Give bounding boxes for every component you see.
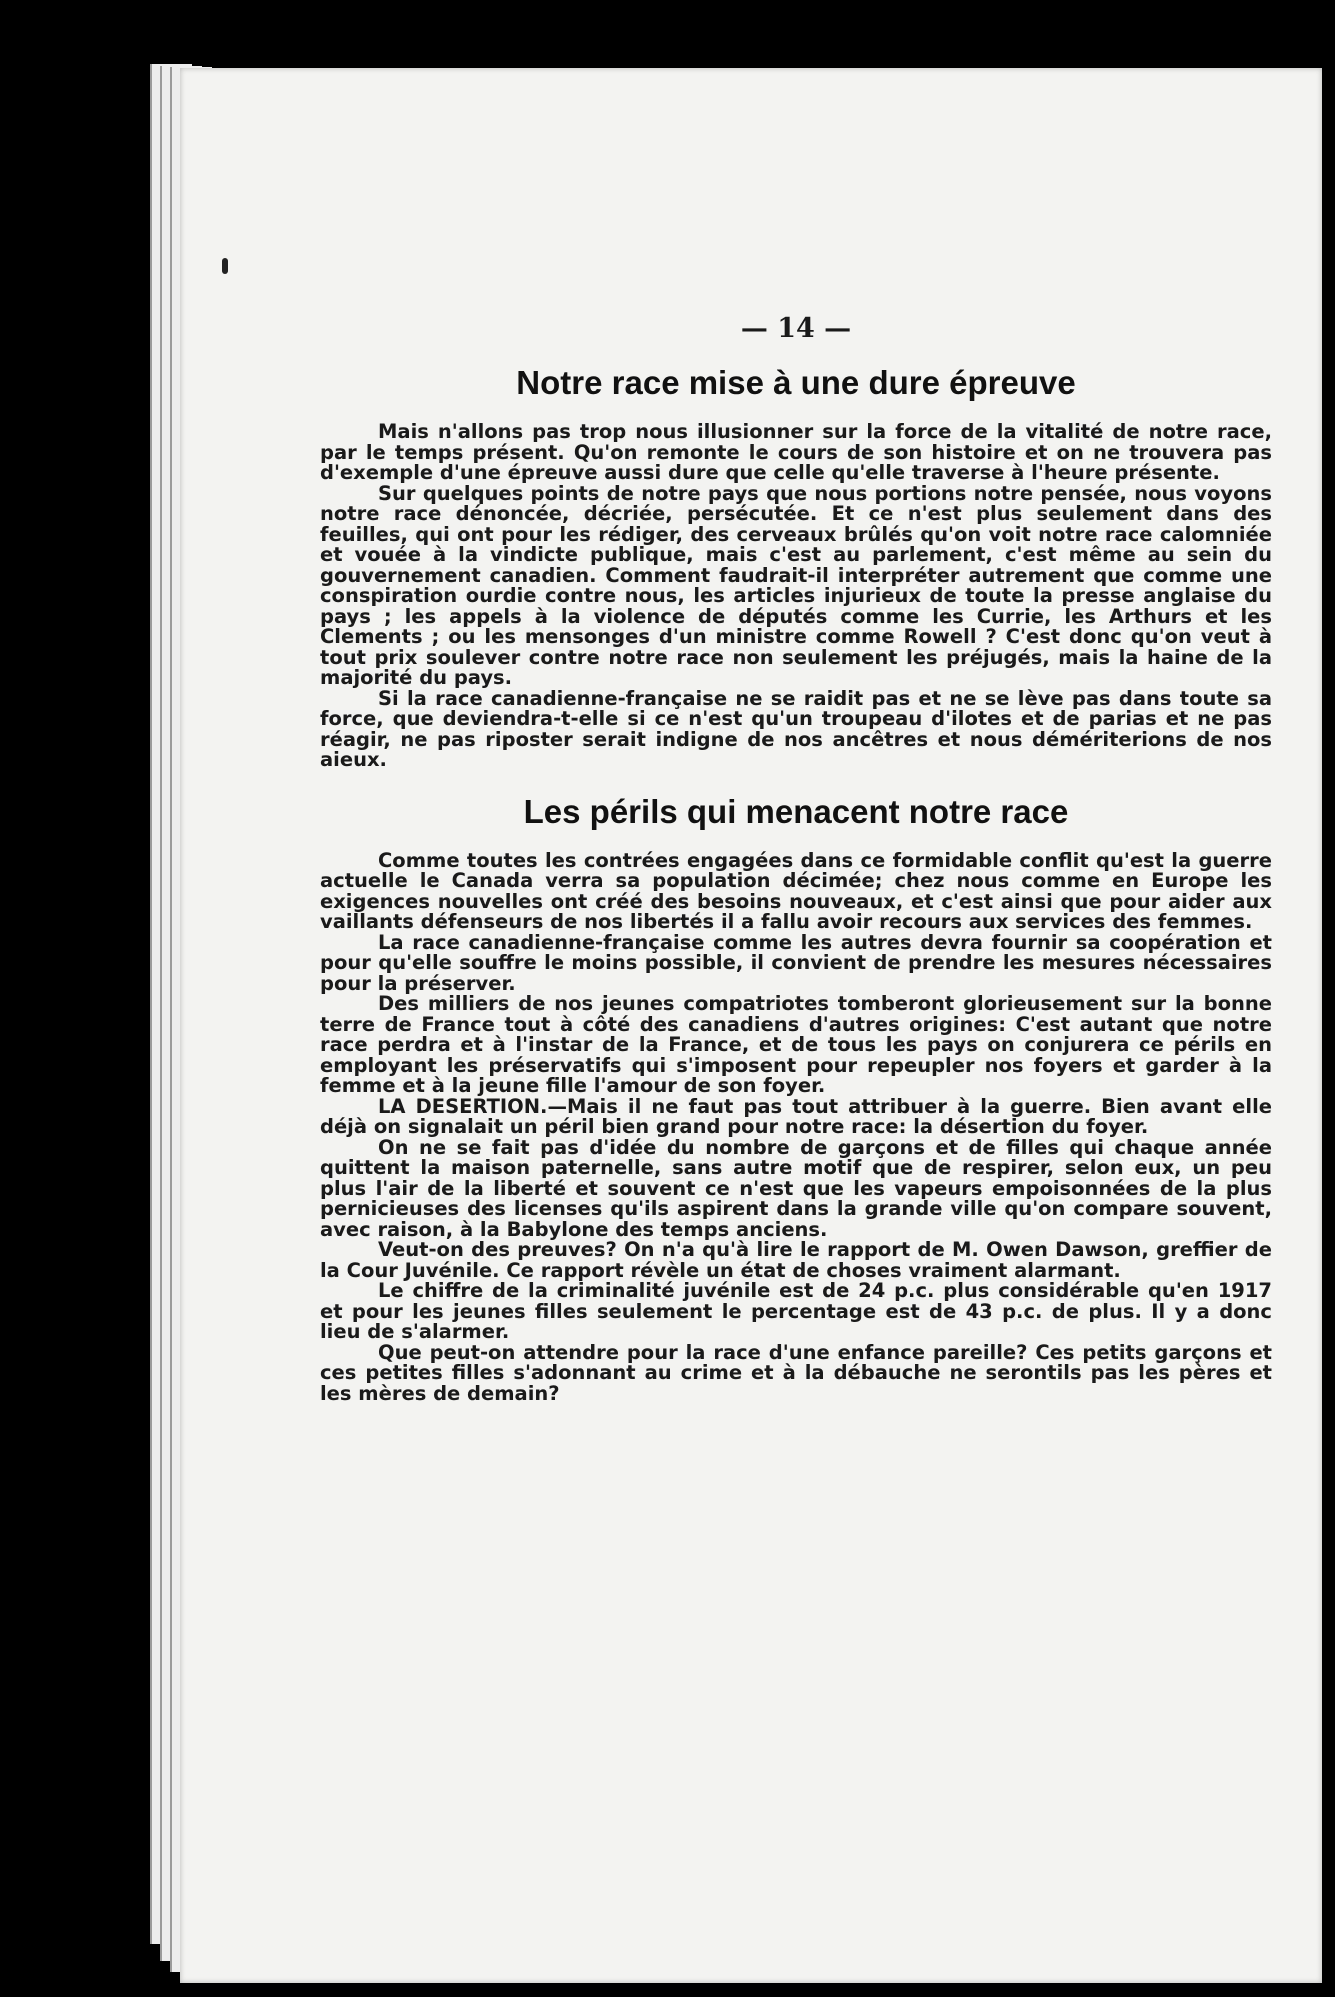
paragraph: Veut-on des preuves? On n'a qu'à lire le rapport de M. Owen Dawson, greffier de la Cour Juvénile. Ce rapport révèle un état de choses vraiment alarmant. [320,1238,1272,1282]
paragraph: Le chiffre de la criminalité juvénile est de 24 p.c. plus considérable qu'en 1917 et pour les jeunes filles seulement le percentage est de 43 p.c. de plus. Il y a donc lieu de s'alarmer. [320,1279,1272,1343]
page-content [320,314,1272,1404]
scan-speck [222,258,228,274]
paragraph: Comme toutes les contrées engagées dans ce formidable conflit qu'est la guerre actuelle le Canada verra sa population décimée; chez nous comme en Europe les exigences nouvelles ont créé des besoins nouveaux, et c'est ainsi que pour aider aux vaillants défenseurs de nos libertés il a fallu avoir recours aux services des femmes. [320,848,1272,933]
section-heading: Notre race mise à une dure épreuve [516,364,1076,401]
paragraph: Si la race canadienne-française ne se raidit pas et ne se lève pas dans toute sa force, que deviendra-t-elle si ce n'est qu'un troupeau d'ilotes et de parias et ne pas réagir, ne pas riposter serait indigne de nos ancêtres et nous démériterions de nos aieux. [320,686,1272,771]
paragraph: Que peut-on attendre pour la race d'une enfance pareille? Ces petits garçons et ces petites filles s'adonnant au crime et à la débauche ne serontils pas les pères et les mères de demain? [320,1340,1272,1405]
paragraph-lead: LA DESERTION. [378,1094,548,1118]
document-page [180,68,1322,1983]
paragraph: Des milliers de nos jeunes compatriotes tomberont glorieusement sur la bonne terre de France tout à côté des canadiens d'autres origines: C'est autant que notre race perdra et à l'instar de la France, et de tous les pays on conjurera ce périls en employant les préservatifs qui s'imposent pour repeupler nos foyers et garder à la femme et à la jeune fille l'amour de son foyer. [320,992,1272,1097]
page-number: — 14 — [740,313,852,344]
paragraph: Mais n'allons pas trop nous illusionner sur la force de la vitalité de notre race, par le temps présent. Qu'on remonte le cours de son histoire et on ne trouvera pas d'exemple d'une épreuve aussi dure que celle qu'elle traverse à l'heure présente. [320,420,1272,484]
section-perils [320,793,1272,1405]
section-race-epreuve [320,364,1272,771]
section-heading: Les périls qui menacent notre race [523,792,1069,830]
paragraph: Sur quelques points de notre pays que nous portions notre pensée, nous voyons notre race dénoncée, décriée, persécutée. Et ce n'est plus seulement dans des feuilles, qui ont pour les rédiger, des cerveaux brûlés qu'on voit notre race calomniée et vouée à la vindicte publique, mais c'est au parlement, c'est même au sein du gouvernement canadien. Comment faudrait-il interpréter autrement que comme une conspiration ourdie contre nous, les articles injurieux de toute la presse anglaise du pays ; les appels à la violence de députés comme les Currie, les Arthurs et les Clements ; ou les mensonges d'un ministre comme Rowell ? C'est donc qu'on veut à tout prix soulever contre notre race non seulement les préjugés, mais la haine de la majorité du pays. [320,481,1272,689]
paragraph: La race canadienne-française comme les autres devra fournir sa coopération et pour qu'elle souffre le moins possible, il convient de prendre les mesures nécessaires pour la préserver. [320,930,1272,995]
paragraph: On ne se fait pas d'idée du nombre de garçons et de filles qui chaque année quittent la maison paternelle, sans autre motif que de respirer, selon eux, un peu plus l'air de la liberté et souvent ce n'est que les vapeurs empoisonnées de la plus pernicieuses des licenses qu'ils aspirent dans la grande ville qu'on compare souvent, avec raison, à la Babylone des temps anciens. [320,1135,1272,1241]
paragraph-text: —Mais il ne faut pas tout attribuer à la guerre. Bien avant elle déjà on signalait un péril bien grand pour notre race: la désertion du foyer. [320,1094,1272,1138]
paragraph-desertion [320,1094,1272,1138]
